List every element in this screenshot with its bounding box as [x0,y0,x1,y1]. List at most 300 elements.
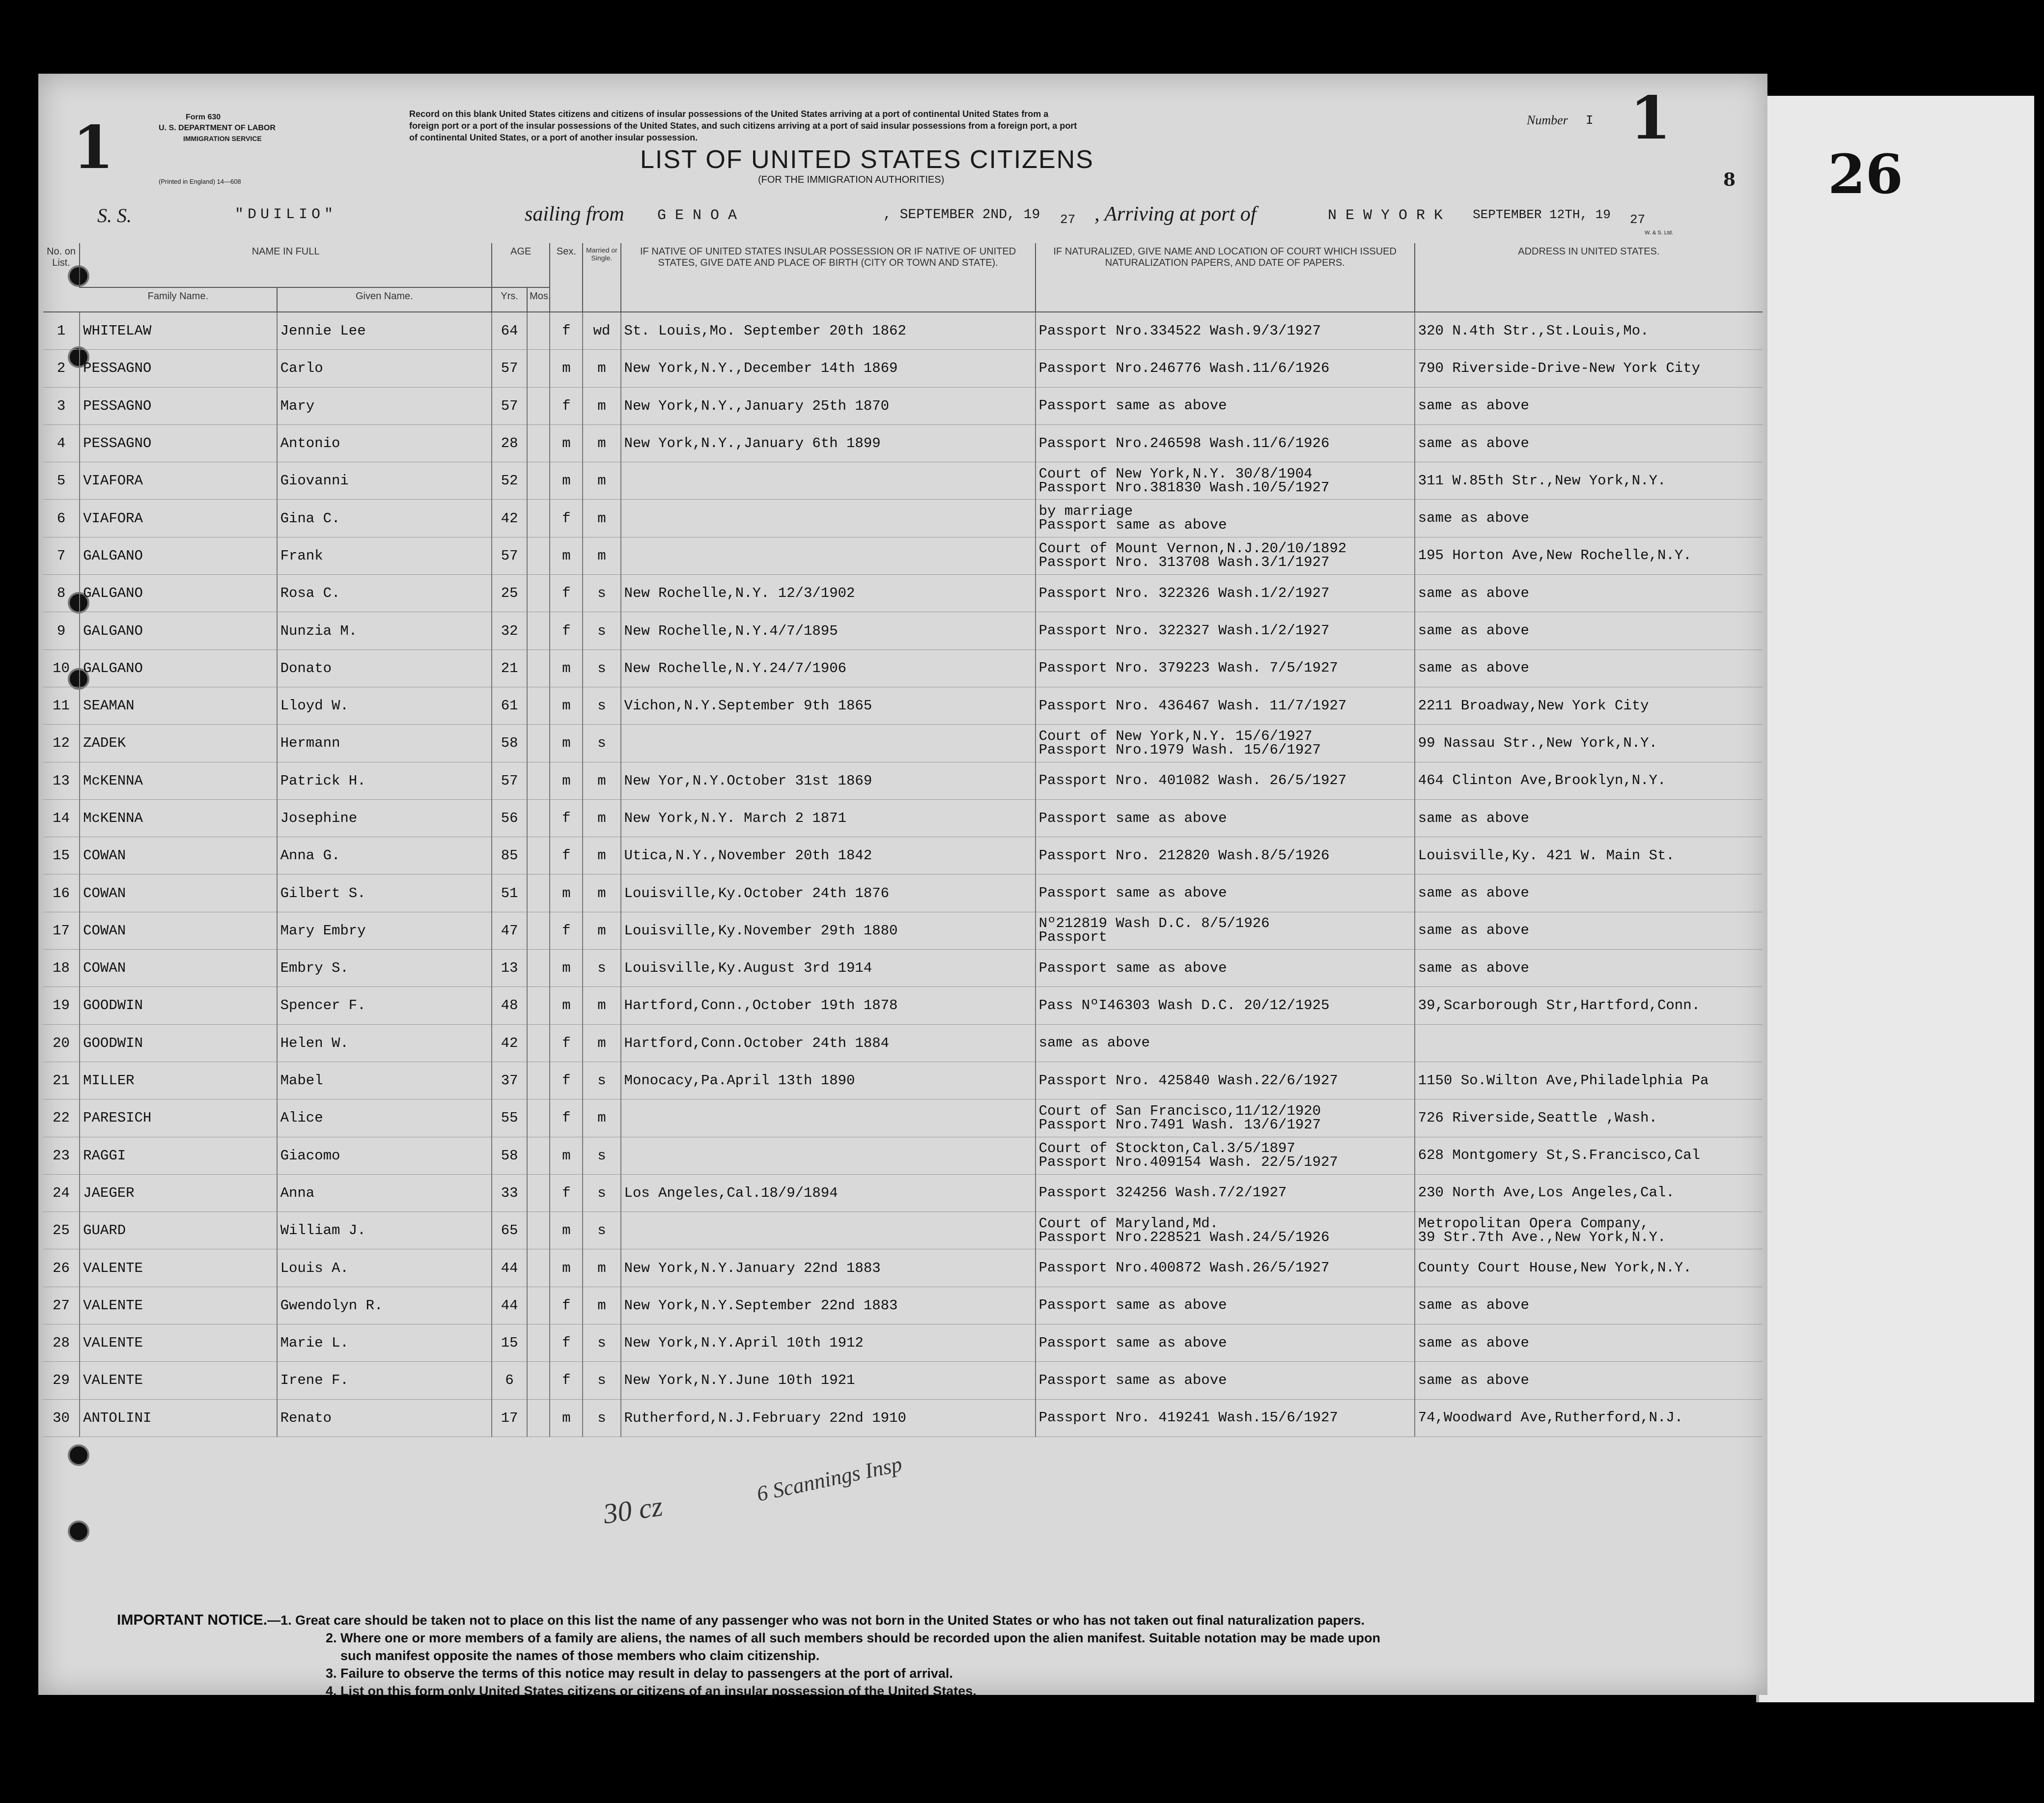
sex-cell: f [550,612,583,649]
marital-status-cell: m [583,1099,620,1137]
manifest-page [38,74,1767,1698]
punch-hole [68,1521,89,1542]
address-cell [1415,725,1763,762]
table-row [43,1287,1763,1324]
departure-year: 27 [1060,212,1076,227]
given-name-cell: Anna G. [277,837,492,874]
birth-cell [621,725,1036,762]
col-birth: IF NATIVE OF UNITED STATES INSULAR POSSESSION OR IF NATIVE OF UNITED STATES, GIVE DATE AND PLACE OF BIRTH (CITY OR TOWN AND STATE). [621,243,1036,312]
address-cell [1415,1362,1763,1399]
back-sheet [1756,96,2034,1702]
col-sex: Sex. [550,243,583,312]
naturalization-cell [1036,1399,1415,1437]
left-marker: 1 [73,113,114,182]
age-months-cell [527,462,550,500]
sex-cell: f [550,1362,583,1399]
family-name-cell: GUARD [80,1212,277,1249]
naturalization-line: Passport Nro. 212820 Wash.8/5/1926 [1038,847,1330,864]
table-row [43,1099,1763,1137]
birth-cell [621,537,1036,574]
birth-cell: Vichon,N.Y.September 9th 1865 [621,687,1036,724]
family-name-cell: WHITELAW [80,312,277,350]
handwritten-count: 30 cz [601,1490,665,1530]
naturalization-line: Court of San Francisco,11/12/1920 [1038,1102,1321,1119]
age-years-cell: 58 [492,725,527,762]
address-cell [1415,837,1763,874]
address-line: same as above [1418,922,1529,939]
family-name-cell: McKENNA [80,762,277,799]
age-years-cell: 56 [492,799,527,837]
row-number: 26 [43,1249,80,1287]
naturalization-line: Court of Stockton,Cal.3/5/1897 [1038,1140,1295,1157]
age-years-cell: 47 [492,912,527,949]
given-name-cell: Antonio [277,424,492,462]
birth-cell: Louisville,Ky.August 3rd 1914 [621,950,1036,987]
given-name-cell: Donato [277,649,492,687]
sex-cell: f [550,1099,583,1137]
naturalization-cell [1036,424,1415,462]
sex-cell: f [550,312,583,350]
sex-cell: f [550,1062,583,1099]
marital-status-cell: s [583,1062,620,1099]
address-cell [1415,612,1763,649]
address-cell [1415,799,1763,837]
marital-status-cell: m [583,500,620,537]
address-cell [1415,687,1763,724]
address-line: same as above [1418,959,1529,976]
address-cell [1415,1324,1763,1362]
birth-cell: Hartford,Conn.October 24th 1884 [621,1024,1036,1062]
given-name-cell: Mabel [277,1062,492,1099]
address-cell [1415,1399,1763,1437]
naturalization-line: Passport Nro. 322326 Wash.1/2/1927 [1038,585,1330,601]
address-cell [1415,387,1763,424]
family-name-cell: COWAN [80,837,277,874]
address-line: County Court House,New York,N.Y. [1418,1260,1692,1276]
given-name-cell: Jennie Lee [277,312,492,350]
address-line: 2211 Broadway,New York City [1418,697,1649,714]
address-cell [1415,1137,1763,1174]
age-months-cell [527,387,550,424]
marital-status-cell: m [583,987,620,1024]
naturalization-line: Passport Nro.334522 Wash.9/3/1927 [1038,322,1321,339]
address-line: 230 North Ave,Los Angeles,Cal. [1418,1184,1675,1201]
age-months-cell [527,1024,550,1062]
naturalization-cell [1036,500,1415,537]
family-name-cell: COWAN [80,874,277,912]
age-months-cell [527,1212,550,1249]
naturalization-line: Passport same as above [1038,959,1227,976]
col-age: AGE [492,243,550,287]
table-row [43,1249,1763,1287]
notice-item-2a: 2. Where one or more members of a family are aliens, the names of all such members should be recorded upon the alien manifest. Suitable notation may be made upon [326,1631,1381,1645]
age-months-cell [527,1062,550,1099]
sailing-label: sailing from [525,203,624,225]
marital-status-cell: m [583,387,620,424]
form-number: Form 630 [186,113,221,121]
address-cell [1415,575,1763,612]
given-name-cell: Gwendolyn R. [277,1287,492,1324]
naturalization-cell [1036,312,1415,350]
row-number: 24 [43,1174,80,1211]
given-name-cell: Louis A. [277,1249,492,1287]
row-number: 2 [43,350,80,387]
sex-cell: m [550,687,583,724]
table-row [43,687,1763,724]
sex-cell: m [550,1212,583,1249]
naturalization-cell [1036,350,1415,387]
sex-cell: m [550,725,583,762]
row-number: 5 [43,462,80,500]
handwritten-inspector: 6 Scannings Insp [755,1452,904,1506]
sex-cell: m [550,537,583,574]
given-name-cell: Nunzia M. [277,612,492,649]
side-number: 8 [1723,169,1736,190]
table-row [43,387,1763,424]
given-name-cell: Gina C. [277,500,492,537]
naturalization-line: Passport 324256 Wash.7/2/1927 [1038,1184,1287,1201]
address-line: same as above [1418,435,1529,451]
age-years-cell: 42 [492,1024,527,1062]
naturalization-cell [1036,1362,1415,1399]
col-naturalization: IF NATURALIZED, GIVE NAME AND LOCATION OF COURT WHICH ISSUED NATURALIZATION PAPERS, AND DATE OF PAPERS. [1036,243,1415,312]
given-name-cell: Renato [277,1399,492,1437]
age-months-cell [527,987,550,1024]
marital-status-cell: s [583,1324,620,1362]
naturalization-line: Passport Nro.400872 Wash.26/5/1927 [1038,1260,1330,1276]
naturalization-cell [1036,1137,1415,1174]
record-text-2: foreign port or a port of the insular possessions of the United States, and such citizens arriving at a port of said insular possessions from a foreign port, a port [409,121,1077,131]
arriving-label: , Arriving at port of [1094,203,1257,225]
marital-status-cell: wd [583,312,620,350]
age-years-cell: 64 [492,312,527,350]
row-number: 15 [43,837,80,874]
family-name-cell: JAEGER [80,1174,277,1211]
table-row [43,1137,1763,1174]
birth-cell [621,1212,1036,1249]
page-subtitle: (FOR THE IMMIGRATION AUTHORITIES) [758,174,945,185]
naturalization-line: Passport [1038,929,1107,946]
naturalization-line: Passport same as above [1038,397,1227,414]
age-years-cell: 15 [492,1324,527,1362]
family-name-cell: ZADEK [80,725,277,762]
age-years-cell: 32 [492,612,527,649]
sex-cell: m [550,350,583,387]
address-line: Louisville,Ky. 421 W. Main St. [1418,847,1675,864]
age-months-cell [527,1287,550,1324]
age-months-cell [527,1174,550,1211]
naturalization-cell [1036,1324,1415,1362]
number-value: I [1586,113,1594,128]
marital-status-cell: s [583,1212,620,1249]
address-line: same as above [1418,660,1529,676]
naturalization-line: Court of Maryland,Md. [1038,1215,1219,1232]
row-number: 3 [43,387,80,424]
family-name-cell: RAGGI [80,1137,277,1174]
marital-status-cell: m [583,837,620,874]
age-months-cell [527,725,550,762]
important-notice: IMPORTANT NOTICE.—1. Great care should be taken not to place on this list the name of any passenger who was not born in the United States or who has not taken out final naturalization papers. 2. Where one or more members of a family are aliens, the names of all such members should be recorded upon the alien manifest. Suitable notation may be made upon such manifest opposite the names of those members who claim citizenship. 3. Failure to observe the terms of this notice may result in delay to passengers at the port of arrival. 4. List on this form only United States citizens or citizens of an insular possession of the United States. [117,1611,1380,1700]
row-number: 17 [43,912,80,949]
address-cell [1415,1287,1763,1324]
sex-cell: f [550,387,583,424]
address-cell [1415,462,1763,500]
marital-status-cell: m [583,424,620,462]
manifest-table [43,243,1763,1437]
sex-cell: m [550,762,583,799]
marital-status-cell: m [583,1024,620,1062]
sex-cell: f [550,500,583,537]
marital-status-cell: s [583,1399,620,1437]
row-number: 8 [43,575,80,612]
age-years-cell: 58 [492,1137,527,1174]
age-years-cell: 42 [492,500,527,537]
age-years-cell: 57 [492,387,527,424]
address-cell [1415,950,1763,987]
marital-status-cell: s [583,1137,620,1174]
address-line: same as above [1418,397,1529,414]
naturalization-line: Passport same as above [1038,517,1227,534]
family-name-cell: PESSAGNO [80,350,277,387]
age-months-cell [527,1324,550,1362]
row-number: 22 [43,1099,80,1137]
address-cell [1415,1249,1763,1287]
row-number: 13 [43,762,80,799]
address-cell [1415,987,1763,1024]
naturalization-cell [1036,1099,1415,1137]
family-name-cell: VALENTE [80,1287,277,1324]
record-text-3: of continental United States, or a port of another insular possession. [409,133,698,142]
age-months-cell [527,1099,550,1137]
table-row [43,874,1763,912]
given-name-cell: Patrick H. [277,762,492,799]
naturalization-cell [1036,1024,1415,1062]
record-text-1: Record on this blank United States citizens and citizens of insular possessions of the United States arriving at a port of continental United States from a [409,109,1049,119]
age-months-cell [527,500,550,537]
given-name-cell: Mary [277,387,492,424]
arrival-date: SEPTEMBER 12TH, 19 [1473,207,1611,222]
naturalization-line: Court of New York,N.Y. 15/6/1927 [1038,728,1313,744]
row-number: 1 [43,312,80,350]
table-row [43,799,1763,837]
address-line: 39,Scarborough Str,Hartford,Conn. [1418,997,1700,1014]
sex-cell: m [550,987,583,1024]
naturalization-line: Passport Nro. 419241 Wash.15/6/1927 [1038,1409,1338,1426]
table-row [43,1174,1763,1211]
age-months-cell [527,1362,550,1399]
given-name-cell: Helen W. [277,1024,492,1062]
age-months-cell [527,1137,550,1174]
address-cell [1415,312,1763,350]
given-name-cell: Giovanni [277,462,492,500]
ship-name: "DUILIO" [235,206,337,223]
table-row [43,312,1763,350]
address-line: same as above [1418,1334,1529,1351]
sex-cell: f [550,1287,583,1324]
birth-cell: New Yor,N.Y.October 31st 1869 [621,762,1036,799]
address-line: same as above [1418,885,1529,902]
marital-status-cell: s [583,725,620,762]
age-years-cell: 57 [492,350,527,387]
sex-cell: m [550,649,583,687]
col-address: ADDRESS IN UNITED STATES. [1415,243,1763,312]
naturalization-cell [1036,387,1415,424]
service: IMMIGRATION SERVICE [183,135,262,142]
naturalization-line: Passport same as above [1038,1297,1227,1314]
col-family-name: Family Name. [80,287,277,312]
given-name-cell: Rosa C. [277,575,492,612]
table-row [43,1062,1763,1099]
address-line: 99 Nassau Str.,New York,N.Y. [1418,734,1657,751]
birth-cell: New York,N.Y. March 2 1871 [621,799,1036,837]
age-years-cell: 44 [492,1287,527,1324]
marital-status-cell: m [583,462,620,500]
table-row [43,1212,1763,1249]
birth-cell: New Rochelle,N.Y. 12/3/1902 [621,575,1036,612]
table-row [43,1024,1763,1062]
table-row [43,575,1763,612]
marital-status-cell: m [583,350,620,387]
row-number: 12 [43,725,80,762]
naturalization-cell [1036,612,1415,649]
age-years-cell: 33 [492,1174,527,1211]
sex-cell: f [550,575,583,612]
birth-cell [621,1099,1036,1137]
table-row [43,762,1763,799]
family-name-cell: McKENNA [80,799,277,837]
col-married: Married or Single. [583,243,620,312]
arrival-port: N E W Y O R K [1328,207,1443,224]
row-number: 10 [43,649,80,687]
naturalization-cell [1036,537,1415,574]
sex-cell: f [550,912,583,949]
age-months-cell [527,950,550,987]
given-name-cell: Mary Embry [277,912,492,949]
birth-cell: New York,N.Y.,January 25th 1870 [621,387,1036,424]
birth-cell: Los Angeles,Cal.18/9/1894 [621,1174,1036,1211]
naturalization-cell [1036,987,1415,1024]
naturalization-line: by marriage [1038,503,1133,520]
row-number: 21 [43,1062,80,1099]
given-name-cell: Embry S. [277,950,492,987]
marital-status-cell: s [583,1362,620,1399]
marital-status-cell: m [583,1287,620,1324]
address-line: 726 Riverside,Seattle ,Wash. [1418,1109,1657,1126]
table-row [43,950,1763,987]
age-years-cell: 48 [492,987,527,1024]
address-cell [1415,649,1763,687]
naturalization-line: Passport same as above [1038,1334,1227,1351]
departure-date: , SEPTEMBER 2ND, 19 [883,207,1040,223]
marital-status-cell: s [583,687,620,724]
naturalization-line: Court of Mount Vernon,N.J.20/10/1892 [1038,540,1347,557]
marital-status-cell: s [583,612,620,649]
address-line: 74,Woodward Ave,Rutherford,N.J. [1418,1409,1683,1426]
notice-item-1: 1. Great care should be taken not to place on this list the name of any passenger who was not born in the United States or who has not taken out final naturalization papers. [280,1613,1365,1628]
table-row [43,912,1763,949]
family-name-cell: VALENTE [80,1324,277,1362]
row-number: 20 [43,1024,80,1062]
naturalization-line: Passport Nro.246598 Wash.11/6/1926 [1038,435,1330,451]
birth-cell: St. Louis,Mo. September 20th 1862 [621,312,1036,350]
naturalization-line: Passport Nro. 401082 Wash. 26/5/1927 [1038,772,1347,789]
address-line: same as above [1418,585,1529,601]
address-cell [1415,762,1763,799]
address-cell [1415,500,1763,537]
family-name-cell: SEAMAN [80,687,277,724]
sex-cell: m [550,1137,583,1174]
table-row [43,500,1763,537]
given-name-cell: Gilbert S. [277,874,492,912]
birth-cell: New Rochelle,N.Y.4/7/1895 [621,612,1036,649]
row-number: 4 [43,424,80,462]
naturalization-line: Passport Nro. 313708 Wash.3/1/1927 [1038,554,1330,571]
row-number: 11 [43,687,80,724]
row-number: 16 [43,874,80,912]
age-months-cell [527,762,550,799]
family-name-cell: COWAN [80,950,277,987]
punch-hole [68,1444,89,1466]
marital-status-cell: s [583,575,620,612]
family-name-cell: GALGANO [80,649,277,687]
sex-cell: f [550,799,583,837]
ss-label: S. S. [97,204,132,226]
naturalization-line: Passport Nro. 436467 Wash. 11/7/1927 [1038,697,1347,714]
naturalization-cell [1036,649,1415,687]
naturalization-cell [1036,687,1415,724]
age-months-cell [527,912,550,949]
naturalization-cell [1036,1212,1415,1249]
family-name-cell: VALENTE [80,1362,277,1399]
address-line: same as above [1418,1297,1529,1314]
naturalization-cell [1036,462,1415,500]
naturalization-line: Court of New York,N.Y. 30/8/1904 [1038,465,1313,482]
sex-cell: m [550,424,583,462]
naturalization-cell [1036,799,1415,837]
age-years-cell: 28 [492,424,527,462]
naturalization-line: Passport Nro.1979 Wash. 15/6/1927 [1038,741,1321,758]
address-line: 39 Str.7th Ave.,New York,N.Y. [1418,1229,1666,1245]
row-number: 14 [43,799,80,837]
naturalization-cell [1036,1249,1415,1287]
address-cell [1415,1062,1763,1099]
birth-cell: New Rochelle,N.Y.24/7/1906 [621,649,1036,687]
naturalization-line: Passport Nro. 379223 Wash. 7/5/1927 [1038,660,1338,676]
age-years-cell: 17 [492,1399,527,1437]
naturalization-line: Passport Nro. 322327 Wash.1/2/1927 [1038,622,1330,639]
table-row [43,462,1763,500]
address-cell [1415,350,1763,387]
address-cell [1415,912,1763,949]
marital-status-cell: m [583,874,620,912]
age-months-cell [527,687,550,724]
sheet-number: 26 [1828,142,1904,206]
age-months-cell [527,612,550,649]
family-name-cell: GOODWIN [80,987,277,1024]
given-name-cell: Marie L. [277,1324,492,1362]
birth-cell: New York,N.Y.June 10th 1921 [621,1362,1036,1399]
address-line: same as above [1418,622,1529,639]
age-years-cell: 52 [492,462,527,500]
age-months-cell [527,537,550,574]
address-cell [1415,1099,1763,1137]
family-name-cell: VALENTE [80,1249,277,1287]
age-months-cell [527,424,550,462]
given-name-cell: Carlo [277,350,492,387]
age-months-cell [527,1399,550,1437]
birth-cell: Utica,N.Y.,November 20th 1842 [621,837,1036,874]
age-years-cell: 44 [492,1249,527,1287]
